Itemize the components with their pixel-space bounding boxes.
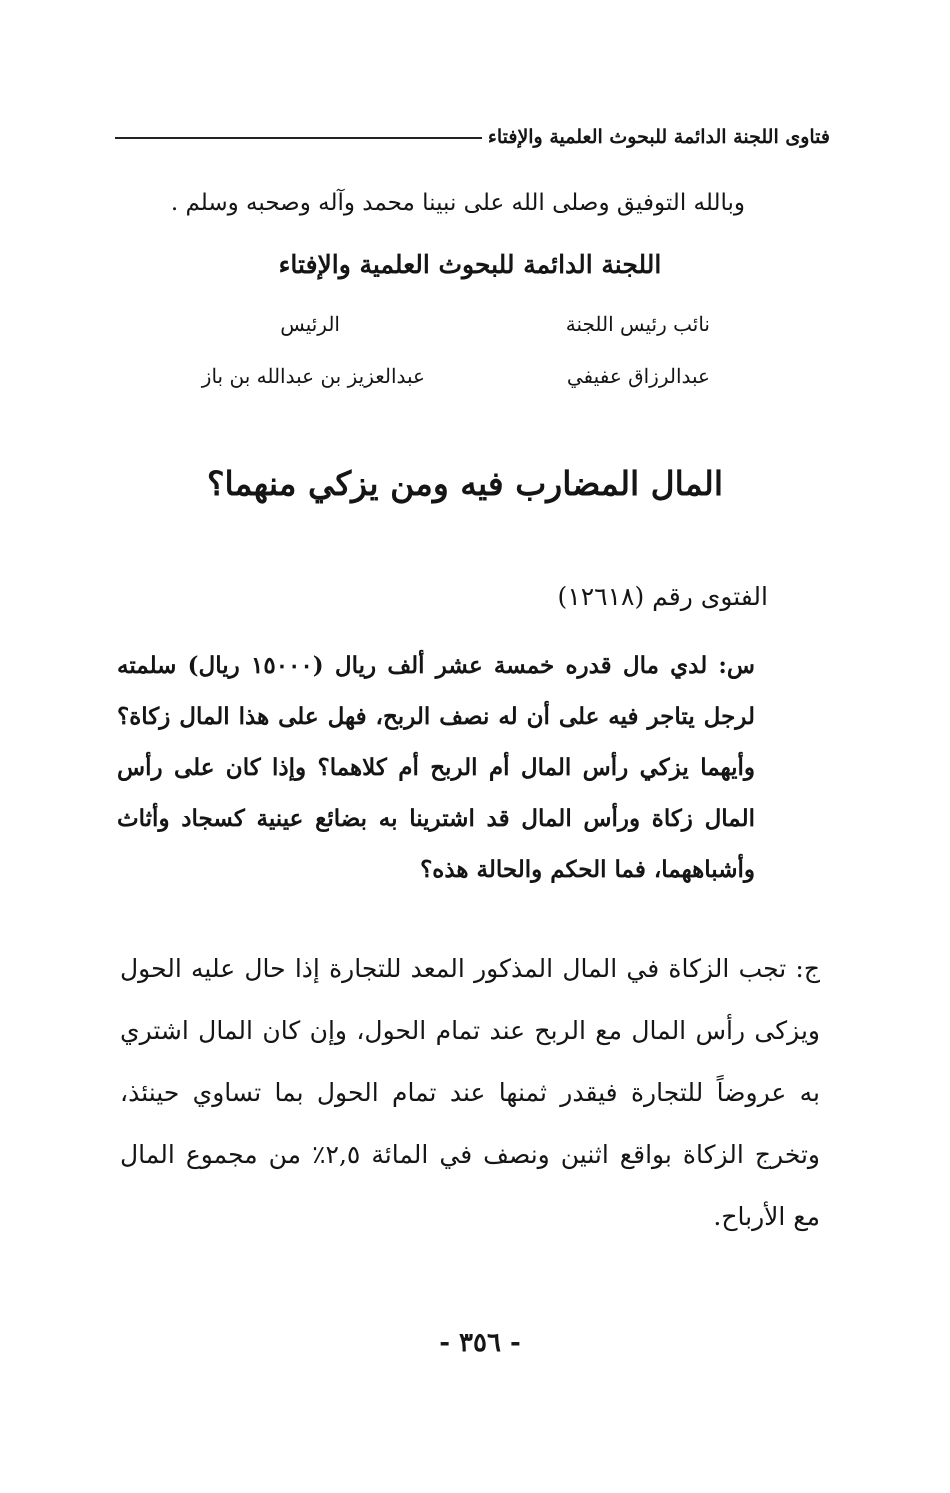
question-block	[117, 640, 755, 895]
chair-name: عبدالعزيز بن عبدالله بن باز	[201, 364, 425, 388]
running-header	[115, 122, 830, 152]
question-text: س: لدي مال قدره خمسة عشر ألف ريال (١٥٠٠٠ ريال) سلمته لرجل يتاجر فيه على أن له نصف الربح، فهل على هذا المال زكاة؟ وأيهما يزكي رأس المال أم الربح أم كلاهما؟ وإذا كان على رأس المال زكاة ورأس المال قد اشترينا به بضائع عينية كسجاد وأثاث وأشباههما، فما الحكم والحالة هذه؟	[117, 652, 756, 883]
answer-text: ج: تجب الزكاة في المال المذكور المعد للتجارة إذا حال عليه الحول ويزكى رأس المال مع الربح عند تمام الحول، وإن كان المال اشتري به عروضاً للتجارة فيقدر ثمنها عند تمام الحول بما تساوي حينئذ، وتخرج الزكاة بواقع اثنين ونصف في المائة ٢,٥٪ من مجموع المال مع الأرباح.	[120, 954, 820, 1231]
answer-block	[120, 938, 820, 1248]
closing-formula: وبالله التوفيق وصلى الله على نبينا محمد وآله وصحبه وسلم .	[170, 190, 745, 216]
page-number: - ٣٥٦ -	[439, 1328, 521, 1358]
header-rule	[115, 137, 482, 139]
chair-title: الرئيس	[280, 312, 340, 336]
deputy-name: عبدالرزاق عفيفي	[566, 364, 710, 388]
section-title: المال المضارب فيه ومن يزكي منهما؟	[206, 464, 723, 503]
deputy-title: نائب رئيس اللجنة	[565, 312, 710, 336]
running-header-title: فتاوى اللجنة الدائمة للبحوث العلمية والإفتاء	[487, 126, 830, 148]
committee-name: اللجنة الدائمة للبحوث العلمية والإفتاء	[278, 250, 662, 279]
fatwa-number: الفتوى رقم (١٢٦١٨)	[557, 582, 768, 611]
